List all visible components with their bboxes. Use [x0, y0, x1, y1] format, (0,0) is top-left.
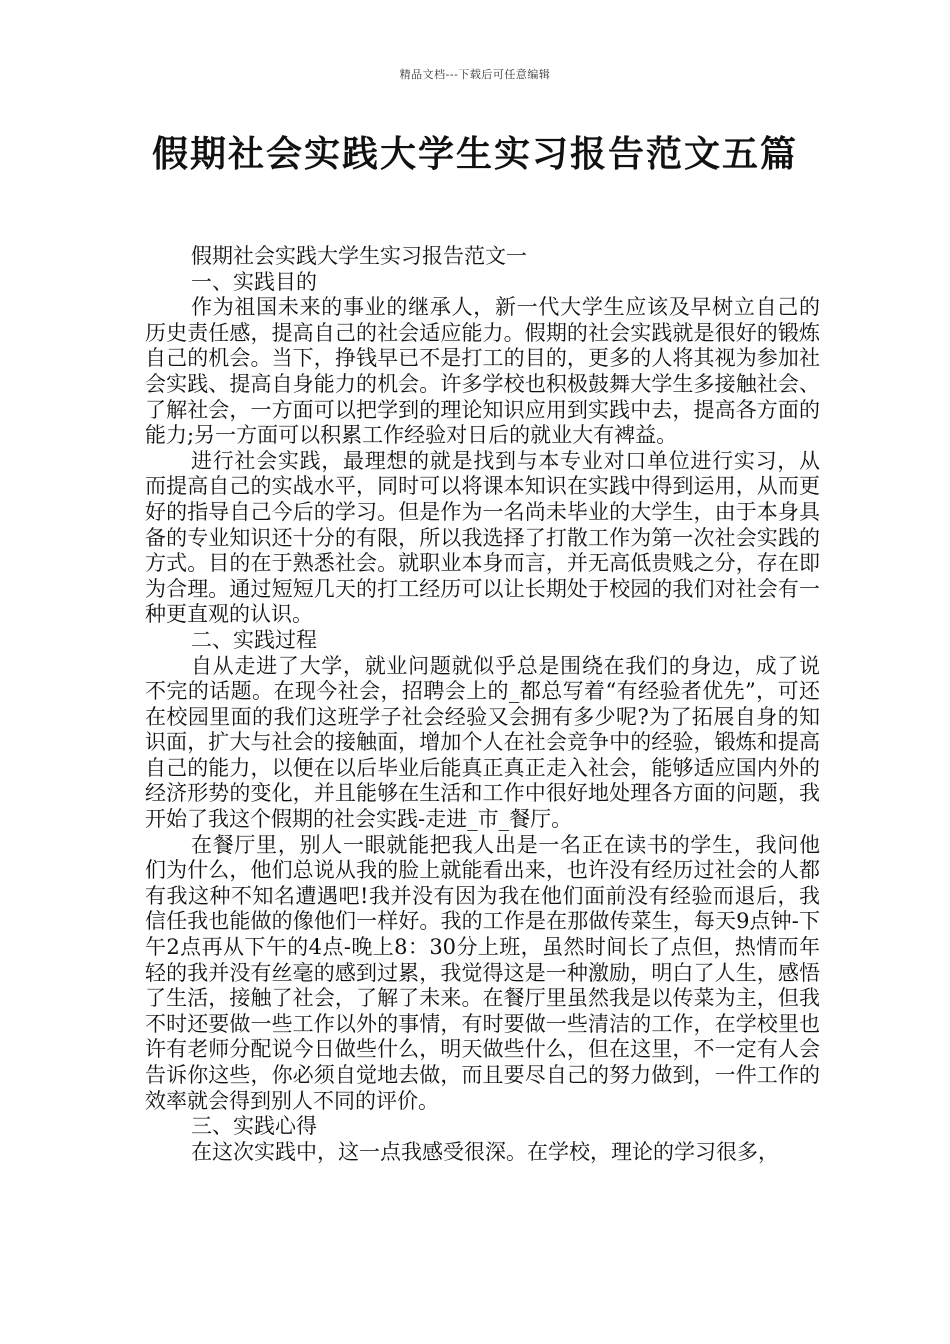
- paragraph-purpose-2: 进行社会实践，最理想的就是找到与本专业对口单位进行实习，从而提高自己的实战水平，同时可以将课本知识在实践中得到运用，从而更好的指导自己今后的学习。但是作为一名尚未毕业的大学生，由于本身具备的专业知识还十分的有限，所以我选择了打散工作为第一次社会实践的方式。目的在于熟悉社会。就职业本身而言，并无高低贵贱之分，存在即为合理。通过短短几天的打工经历可以让长期处于校园的我们对社会有一种更直观的认识。: [145, 448, 820, 627]
- paragraph-process-2: 在餐厅里，别人一眼就能把我人出是一名正在读书的学生，我问他们为什么，他们总说从我的脸上就能看出来，也许没有经历过社会的人都有我这种不知名遭遇吧!我并没有因为我在他们面前没有经验而退后，我信任我也能做的像他们一样好。我的工作是在那做传菜生，每天9点钟-下午2点再从下午的4点-晚上8：30分上班，虽然时间长了点但，热情而年轻的我并没有丝毫的感到过累，我觉得这是一种激励，明白了人生，感悟了生活，接触了社会，了解了未来。在餐厅里虽然我是以传菜为主，但我不时还要做一些工作以外的事情，有时要做一些清洁的工作，在学校里也许有老师分配说今日做些什么，明天做些什么，但在这里，不一定有人会告诉你这些，你必须自觉地去做，而且要尽自己的努力做到，一件工作的效率就会得到别人不同的评价。: [145, 832, 820, 1113]
- paragraph-reflection-1: 在这次实践中，这一点我感受很深。在学校，理论的学习很多，: [191, 1139, 779, 1164]
- paragraph-process-1: 自从走进了大学，就业问题就似乎总是围绕在我们的身边，成了说不完的话题。在现今社会，招聘会上的_都总写着“有经验者优先”，可还在校园里面的我们这班学子社会经验又会拥有多少呢?为了拓展自身的知识面，扩大与社会的接触面，增加个人在社会竞争中的经验，锻炼和提高自己的能力，以便在以后毕业后能真正真正走入社会，能够适应国内外的经济形势的变化，并且能够在生活和工作中很好地处理各方面的问题，我开始了我这个假期的社会实践-走进_市_餐厅。: [145, 653, 820, 832]
- section-heading-process: 二、实践过程: [191, 627, 317, 652]
- paragraph-purpose-1: 作为祖国未来的事业的继承人，新一代大学生应该及早树立自己的历史责任感，提高自己的社会适应能力。假期的社会实践就是很好的锻炼自己的机会。当下，挣钱早已不是打工的目的，更多的人将其视为参加社会实践、提高自身能力的机会。许多学校也积极鼓舞大学生多接触社会、了解社会，一方面可以把学到的理论知识应用到实践中去，提高各方面的能力;另一方面可以积累工作经验对日后的就业大有裨益。: [145, 295, 820, 448]
- section-heading-reflection: 三、实践心得: [191, 1114, 317, 1139]
- report-subtitle: 假期社会实践大学生实习报告范文一: [191, 244, 527, 268]
- page-header-note: 精品文档---下载后可任意编辑: [399, 68, 551, 81]
- section-heading-purpose: 一、实践目的: [191, 269, 317, 294]
- document-body: [145, 244, 820, 1165]
- document-title: 假期社会实践大学生实习报告范文五篇: [151, 134, 798, 175]
